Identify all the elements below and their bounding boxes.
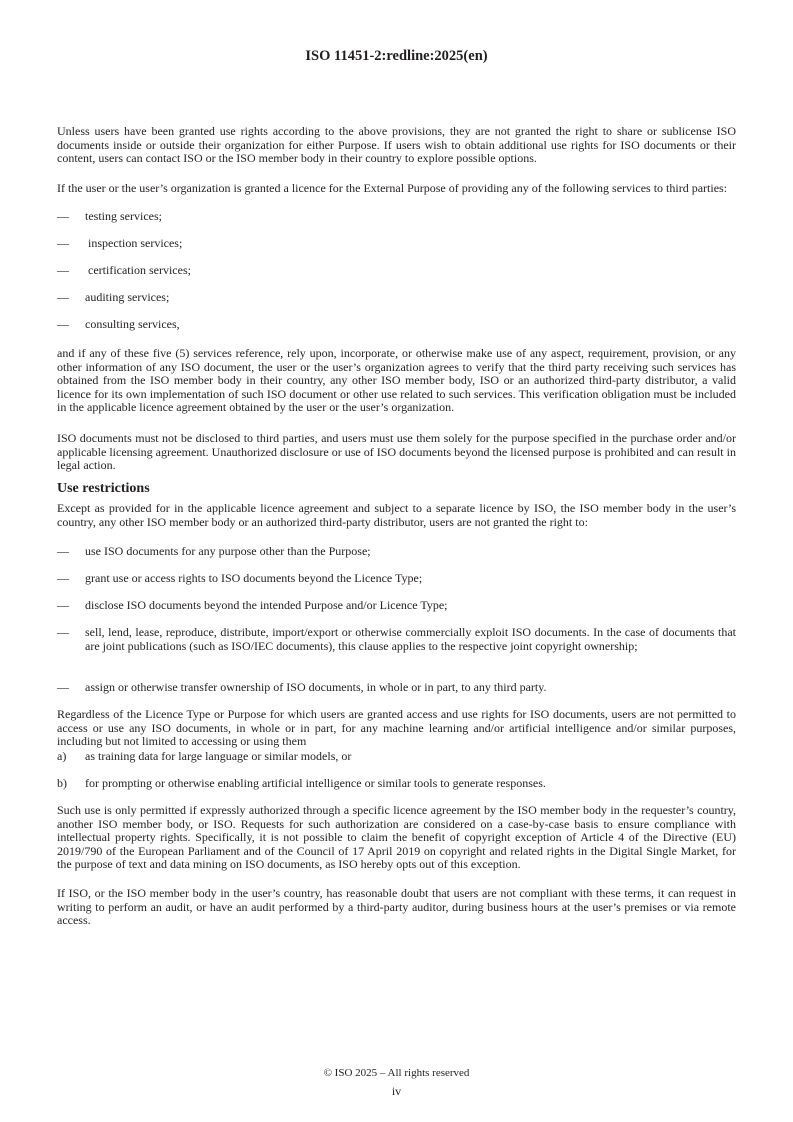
list-item (57, 681, 736, 695)
section-heading: Use restrictions (57, 481, 150, 496)
paragraph-ai-restriction: Regardless of the Licence Type or Purpose for which users are granted access and use rights for ISO documents, users are not permitted to access or use any ISO documents, in whole or in part, for any machine learning and/or artificial intelligence and/or similar purposes, including but not limited to accessing or using them (57, 707, 736, 749)
paragraph-disclosure: ISO documents must not be disclosed to third parties, and users must use them solely for the purpose specified in the purchase order and/or applicable licensing agreement. Unauthorized disclosure or use of ISO documents beyond the licensed purpose is prohibited and can result in legal action. (57, 431, 736, 473)
dash: — (57, 317, 69, 331)
list-item (57, 210, 736, 224)
list-item (57, 750, 736, 764)
paragraph-verification: and if any of these five (5) services reference, rely upon, incorporate, or otherwise make use of any aspect, requirement, provision, or any other information of any ISO document, the user or the user’s organization agrees to verify that the third party receiving such services has obtained from the ISO member body in their country, any other ISO member body, ISO or an authorized third-party distributor, a valid licence for its own implementation of such ISO document or other use related to such services. This verification obligation must be included in the applicable licence agreement obtained by the user or the user’s organization. (57, 346, 736, 415)
dash: — (57, 209, 69, 223)
list-item-text: disclose ISO documents beyond the intended Purpose and/or Licence Type; (85, 598, 448, 612)
list-item (57, 599, 736, 613)
paragraph-authorization: Such use is only permitted if expressly authorized through a specific licence agreement by the ISO member body in the requester’s country, another ISO member body, or ISO. Requests for such authorization are considered on a case-by-case basis to ensure compliance with intellectual property rights. Specifically, it is not possible to claim the benefit of copyright exception of Article 4 of the Directive (EU) 2019/790 of the European Parliament and of the Council of 17 April 2019 on copyright and related rights in the Digital Single Market, for the purpose of text and data mining on ISO documents, as ISO hereby opts out of this exception. (57, 803, 736, 872)
dash: — (57, 680, 69, 694)
list-item (57, 318, 736, 332)
list-item (57, 572, 736, 586)
dash: — (57, 598, 69, 612)
paragraph-sharing: Unless users have been granted use rights according to the above provisions, they are not granted the right to share or sublicense ISO documents inside or outside their organization for either Purpose. If users wish to obtain additional use rights for ISO documents or their content, users can contact ISO or the ISO member body in their country to explore possible options. (57, 124, 736, 166)
dash: — (57, 625, 69, 639)
list-item (57, 545, 736, 559)
dash: — (57, 571, 69, 585)
page-number: iv (391, 1084, 402, 1098)
list-item-text: assign or otherwise transfer ownership of ISO documents, in whole or in part, to any third party. (85, 680, 547, 694)
list-item (57, 237, 736, 251)
list-marker: b) (57, 776, 67, 790)
list-item (57, 291, 736, 305)
list-item-text: testing services; (85, 209, 162, 223)
list-item (57, 777, 736, 791)
list-item (57, 626, 736, 653)
list-item-text: certification services; (85, 263, 191, 277)
list-item-text: auditing services; (85, 290, 170, 304)
list-item-text: inspection services; (85, 236, 183, 250)
paragraph-audit: If ISO, or the ISO member body in the user’s country, has reasonable doubt that users are not compliant with these terms, it can request in writing to perform an audit, or have an audit performed by a third-party auditor, during business hours at the user’s premises or via remote access. (57, 886, 736, 928)
dash: — (57, 290, 69, 304)
document-header: ISO 11451-2:redline:2025(en) (305, 48, 488, 64)
dash: — (57, 263, 69, 277)
list-item-text: as training data for large language or similar models, or (85, 749, 352, 763)
dash: — (57, 544, 69, 558)
dash: — (57, 236, 69, 250)
list-item-text: grant use or access rights to ISO documents beyond the Licence Type; (85, 571, 423, 585)
list-marker: a) (57, 749, 67, 763)
list-item (57, 264, 736, 278)
paragraph-use-restrictions: Except as provided for in the applicable licence agreement and subject to a separate licence by ISO, the ISO member body in the user’s country, any other ISO member body or an authorized third-party distributor, users are not granted the right to: (57, 501, 736, 529)
footer-copyright: © ISO 2025 – All rights reserved (323, 1067, 470, 1079)
list-item-text: consulting services, (85, 317, 180, 331)
list-item-text: use ISO documents for any purpose other than the Purpose; (85, 544, 371, 558)
paragraph-external-purpose: If the user or the user’s organization is granted a licence for the External Purpose of providing any of the following services to third parties: (57, 181, 728, 195)
list-item-text: for prompting or otherwise enabling artificial intelligence or similar tools to generate responses. (85, 776, 546, 790)
list-item-text: sell, lend, lease, reproduce, distribute, import/export or otherwise commercially exploit ISO documents. In the case of documents that are joint publications (such as ISO/IEC documents), this clause applies to the respective joint copyright ownership; (85, 625, 736, 653)
